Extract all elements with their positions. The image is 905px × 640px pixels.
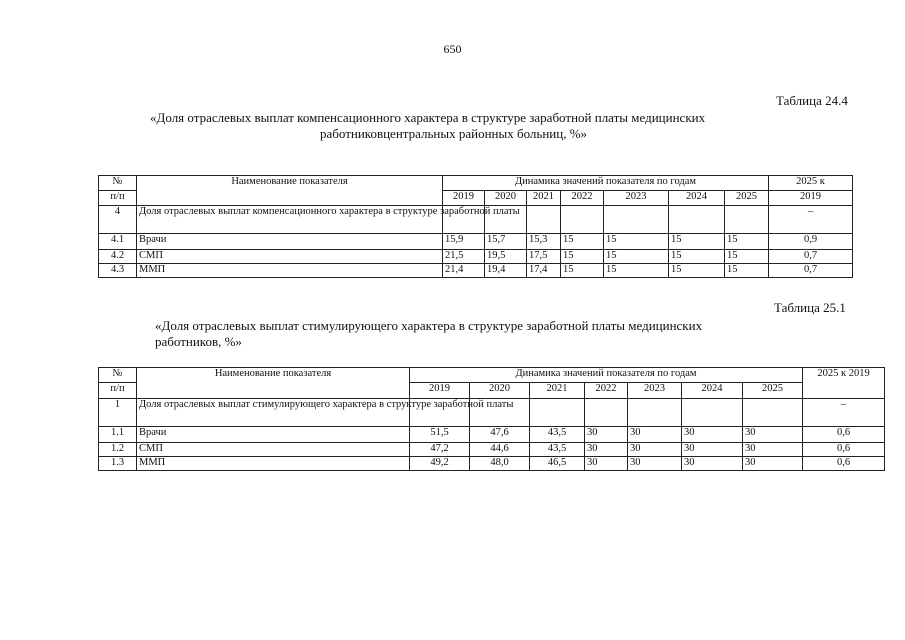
t1-row-change: 0,7: [769, 250, 853, 264]
t2-header-dynamics: Динамика значений показателя по годам: [410, 368, 803, 383]
t2-cell: 30: [743, 427, 803, 443]
t1-cell: 15: [669, 234, 725, 250]
t1-cell: 19,5: [485, 250, 527, 264]
t1-cell: 17,5: [527, 250, 561, 264]
t2-row-change: –: [803, 399, 885, 427]
t1-year: 2022: [561, 191, 604, 206]
t1-cell: 15: [725, 264, 769, 278]
t2-row-change: 0,6: [803, 457, 885, 471]
t1-row-name: Врачи: [137, 234, 443, 250]
t2-row-name: СМП: [137, 443, 410, 457]
t2-cell: 43,5: [530, 427, 585, 443]
t2-cell: 30: [585, 427, 628, 443]
t2-cell: 48,0: [470, 457, 530, 471]
t2-cell: 30: [743, 443, 803, 457]
t2-row-num: 1.2: [99, 443, 137, 457]
t2-cell: [628, 399, 682, 427]
table-row: [99, 264, 853, 278]
t2-row-name: ММП: [137, 457, 410, 471]
t2-row-name: Доля отраслевых выплат стимулирующего характера в структуре заработной платы: [137, 399, 410, 427]
t1-cell: 15: [604, 250, 669, 264]
t1-cell: 17,4: [527, 264, 561, 278]
t2-row-change: 0,6: [803, 443, 885, 457]
t2-header-name: Наименование показателя: [137, 368, 410, 399]
t2-row-num: 1.1: [99, 427, 137, 443]
t1-year: 2025: [725, 191, 769, 206]
t2-cell: 30: [743, 457, 803, 471]
t2-year: 2019: [410, 383, 470, 399]
t1-cell: 15,9: [443, 234, 485, 250]
t2-cell: 44,6: [470, 443, 530, 457]
table2: [98, 367, 885, 471]
t2-cell: 30: [628, 427, 682, 443]
t1-header-num: №: [99, 176, 137, 191]
t2-row-name: Врачи: [137, 427, 410, 443]
t1-year: 2020: [485, 191, 527, 206]
t1-row-num: 4.3: [99, 264, 137, 278]
t1-cell: [669, 206, 725, 234]
t1-cell: 15,3: [527, 234, 561, 250]
t2-header-change: 2025 к 2019: [803, 368, 885, 399]
t1-cell: 15,7: [485, 234, 527, 250]
t1-header-change: 2025 к: [769, 176, 853, 191]
t2-cell: [585, 399, 628, 427]
t1-row-change: 0,7: [769, 264, 853, 278]
table1-label: Таблица 24.4: [776, 93, 848, 108]
t2-cell: 47,6: [470, 427, 530, 443]
t1-cell: 21,4: [443, 264, 485, 278]
table-row: [99, 427, 885, 443]
t2-cell: [530, 399, 585, 427]
t1-year: 2024: [669, 191, 725, 206]
t1-row-num: 4: [99, 206, 137, 234]
t1-cell: 19,4: [485, 264, 527, 278]
t1-year: 2023: [604, 191, 669, 206]
t1-cell: 15: [561, 250, 604, 264]
t1-header-num-sub: п/п: [99, 191, 137, 206]
t2-year: 2023: [628, 383, 682, 399]
t2-cell: [682, 399, 743, 427]
t1-cell: 15: [725, 250, 769, 264]
t1-row-name: СМП: [137, 250, 443, 264]
t1-cell: 15: [561, 234, 604, 250]
t2-cell: 30: [682, 443, 743, 457]
table-row: [99, 206, 853, 234]
t2-cell: 30: [585, 457, 628, 471]
t1-row-num: 4.1: [99, 234, 137, 250]
t1-year: 2021: [527, 191, 561, 206]
t2-year: 2025: [743, 383, 803, 399]
t2-cell: 51,5: [410, 427, 470, 443]
t2-cell: 43,5: [530, 443, 585, 457]
table2-title-line2: работников, %»: [155, 334, 242, 349]
t1-cell: [725, 206, 769, 234]
t1-cell: 15: [669, 264, 725, 278]
t2-year: 2021: [530, 383, 585, 399]
t1-cell: 21,5: [443, 250, 485, 264]
table-row: [99, 250, 853, 264]
t2-cell: 30: [682, 457, 743, 471]
t1-row-name: Доля отраслевых выплат компенсационного характера в структуре заработной платы: [137, 206, 443, 234]
t2-row-num: 1: [99, 399, 137, 427]
table-row: [99, 443, 885, 457]
t2-cell: 46,5: [530, 457, 585, 471]
t2-row-change: 0,6: [803, 427, 885, 443]
table-row: [99, 399, 885, 427]
table1: [98, 175, 853, 278]
t2-year: 2024: [682, 383, 743, 399]
t1-row-change: 0,9: [769, 234, 853, 250]
t1-cell: 15: [604, 264, 669, 278]
t2-year: 2022: [585, 383, 628, 399]
t1-header-name: Наименование показателя: [137, 176, 443, 206]
t1-cell: 15: [669, 250, 725, 264]
t2-row-num: 1.3: [99, 457, 137, 471]
table2-label: Таблица 25.1: [774, 300, 846, 315]
table2-title: [155, 318, 855, 350]
t2-cell: 30: [682, 427, 743, 443]
t1-header-dynamics: Динамика значений показателя по годам: [443, 176, 769, 191]
t1-row-num: 4.2: [99, 250, 137, 264]
t1-row-name: ММП: [137, 264, 443, 278]
t2-cell: 30: [628, 443, 682, 457]
t2-year: 2020: [470, 383, 530, 399]
table-row: [99, 457, 885, 471]
t1-year: 2019: [443, 191, 485, 206]
t2-header-num-sub: п/п: [99, 383, 137, 399]
table2-title-line1: «Доля отраслевых выплат стимулирующего характера в структуре заработной платы медицинских: [155, 318, 703, 333]
t1-cell: 15: [561, 264, 604, 278]
t1-header-change-sub: 2019: [769, 191, 853, 206]
table-row: [99, 234, 853, 250]
t1-cell: 15: [604, 234, 669, 250]
table1-title-line1: «Доля отраслевых выплат компенсационного характера в структуре заработной платы медицинских: [150, 110, 706, 125]
table1-title-line2: работниковцентральных районных больниц, %»: [320, 126, 588, 141]
t2-cell: 30: [628, 457, 682, 471]
t1-cell: 15: [725, 234, 769, 250]
t2-cell: 49,2: [410, 457, 470, 471]
t2-cell: [743, 399, 803, 427]
t2-header-num: №: [99, 368, 137, 383]
page-number: 650: [443, 42, 462, 56]
table1-title: [150, 110, 850, 142]
t1-cell: [527, 206, 561, 234]
t2-cell: 47,2: [410, 443, 470, 457]
t1-cell: [604, 206, 669, 234]
t1-cell: [561, 206, 604, 234]
t2-cell: 30: [585, 443, 628, 457]
t1-row-change: –: [769, 206, 853, 234]
